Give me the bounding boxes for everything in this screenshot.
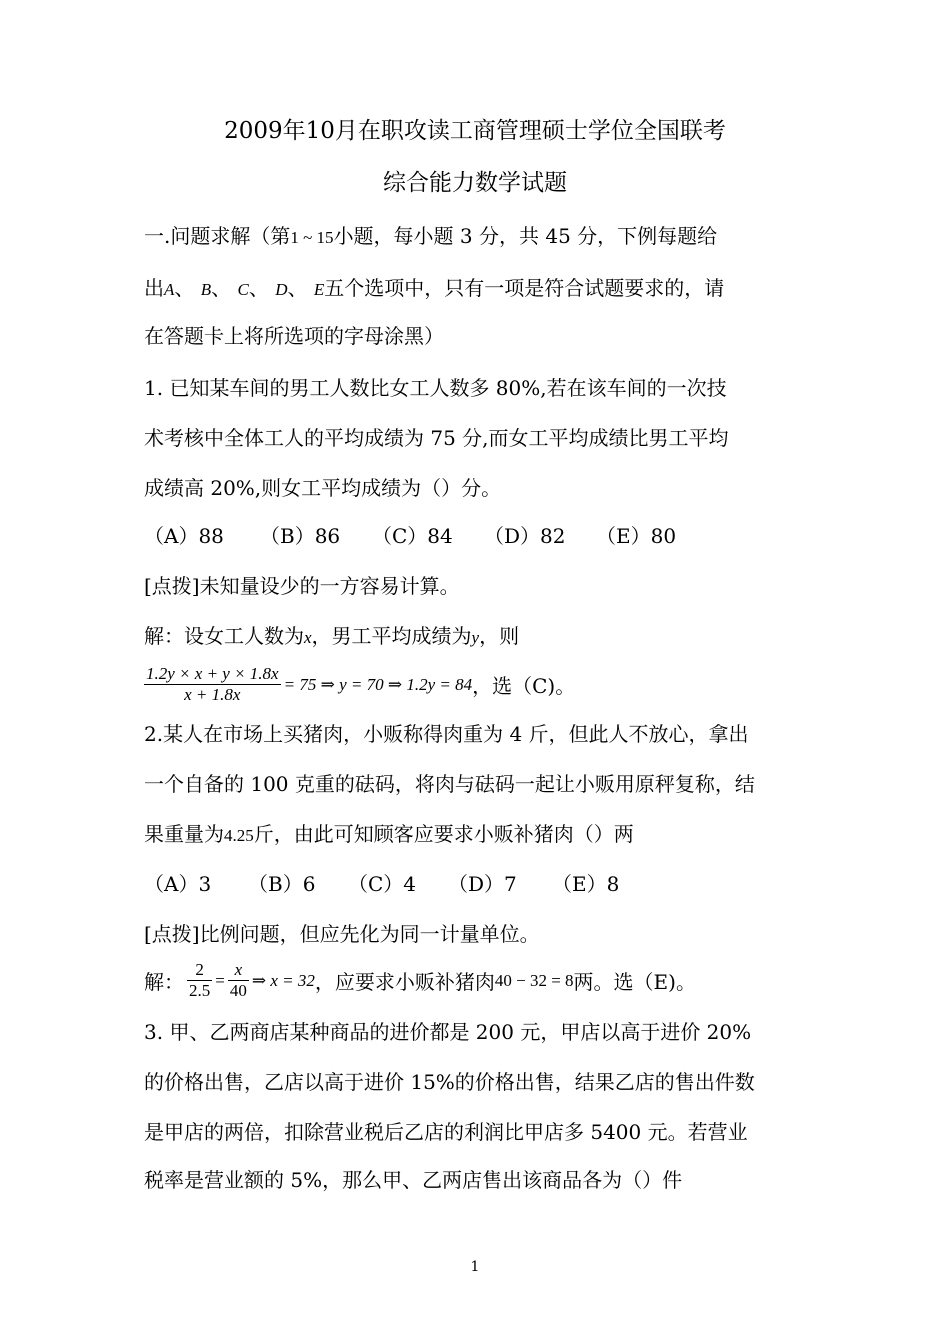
q2-fraction-1 bbox=[187, 960, 212, 1001]
q2-options bbox=[144, 870, 619, 898]
q2-text-line2: 一个自备的 100 克重的砝码，将肉与砝码一起让小贩用原秤复称，结 bbox=[144, 772, 755, 796]
section-intro-text: 出 bbox=[144, 276, 164, 300]
separator: 、 bbox=[174, 276, 195, 300]
equals-sign: = bbox=[215, 970, 225, 990]
q2-fraction-2 bbox=[228, 960, 249, 1001]
document-title: 2009年10月在职攻读工商管理硕士学位全国联考 bbox=[224, 118, 726, 144]
separator: 、 bbox=[211, 276, 232, 300]
q2-fraction-2-numerator: x bbox=[228, 960, 249, 981]
q1-hint: [点拨]未知量设少的一方容易计算。 bbox=[144, 574, 460, 598]
variable-y: y bbox=[471, 628, 480, 647]
q1-fraction-denominator: x + 1.8x bbox=[184, 685, 241, 704]
q2-option-b: （B）6 bbox=[248, 872, 316, 896]
q2-text-line3 bbox=[144, 820, 634, 850]
q2-calculation: 40 − 32 = 8 bbox=[494, 970, 574, 990]
q2-fraction-1-denominator: 2.5 bbox=[189, 981, 211, 1000]
q1-text-line1: 1. 已知某车间的男工人数比女工人数多 80%,若在该车间的一次技 bbox=[144, 376, 727, 400]
q2-weight-value: 4.25 bbox=[224, 826, 254, 845]
q1-text-line3: 成绩高 20%,则女工平均成绩为（）分。 bbox=[144, 476, 502, 500]
q2-hint: [点拨]比例问题，但应先化为同一计量单位。 bbox=[144, 922, 540, 946]
q1-option-e: （E）80 bbox=[596, 524, 677, 548]
q1-option-b: （B）86 bbox=[260, 524, 341, 548]
section-intro-text: 一.问题求解（第 bbox=[144, 224, 291, 248]
q1-solution-intro bbox=[144, 622, 519, 652]
option-letter: C bbox=[237, 280, 249, 299]
q1-solution-text: ，则 bbox=[479, 624, 520, 648]
q2-text: 斤，由此可知顾客应要求小贩补猪肉（）两 bbox=[253, 822, 634, 846]
q2-text: 果重量为 bbox=[144, 822, 224, 846]
document-subtitle: 综合能力数学试题 bbox=[383, 170, 567, 196]
variable-x: x bbox=[304, 628, 312, 647]
section-intro-line2 bbox=[144, 274, 724, 304]
q2-solution-text: 两。选（E)。 bbox=[573, 970, 696, 994]
separator: 、 bbox=[287, 276, 308, 300]
option-letter: B bbox=[200, 280, 212, 299]
q1-solution-text: ，男工平均成绩为 bbox=[311, 624, 472, 648]
q3-text-line3: 是甲店的两倍，扣除营业税后乙店的利润比甲店多 5400 元。若营业 bbox=[144, 1120, 748, 1144]
separator: 、 bbox=[248, 276, 269, 300]
q1-equation-rest: = 75 ⇒ y = 70 ⇒ 1.2y = 84 bbox=[283, 674, 473, 694]
option-letter: A bbox=[164, 280, 175, 299]
q1-equation bbox=[144, 664, 575, 705]
q1-option-a: （A）88 bbox=[144, 524, 224, 548]
page-number: 1 bbox=[470, 1259, 480, 1275]
q2-option-e: （E）8 bbox=[552, 872, 620, 896]
q3-text-line4: 税率是营业额的 5%，那么甲、乙两店售出该商品各为（）件 bbox=[144, 1168, 683, 1192]
q2-equation-mid: ⇒ x = 32 bbox=[251, 970, 315, 990]
q2-solution bbox=[144, 960, 696, 1001]
section-intro-text: 五个选项中，只有一项是符合试题要求的，请 bbox=[324, 276, 725, 300]
q2-solution-text: ，应要求小贩补猪肉 bbox=[314, 970, 495, 994]
q2-text-line1: 2.某人在市场上买猪肉，小贩称得肉重为 4 斤，但此人不放心，拿出 bbox=[144, 722, 749, 746]
q1-option-c: （C）84 bbox=[372, 524, 453, 548]
section-intro-text: 小题，每小题 3 分，共 45 分，下例每题给 bbox=[333, 224, 718, 248]
q1-fraction-numerator: 1.2y × x + y × 1.8x bbox=[146, 664, 279, 683]
q3-text-line1: 3. 甲、乙两商店某种商品的进价都是 200 元，甲店以高于进价 20% bbox=[144, 1020, 752, 1044]
q2-solution-text: 解： bbox=[144, 970, 184, 994]
section-intro-line3: 在答题卡上将所选项的字母涂黑） bbox=[144, 324, 444, 348]
q1-text-line2: 术考核中全体工人的平均成绩为 75 分,而女工平均成绩比男工平均 bbox=[144, 426, 729, 450]
option-letter: E bbox=[313, 280, 325, 299]
q2-option-d: （D）7 bbox=[448, 872, 517, 896]
option-letter: D bbox=[275, 280, 288, 299]
q1-equation-tail: ，选（C)。 bbox=[472, 674, 576, 698]
section-range: 1 ~ 15 bbox=[290, 228, 334, 247]
q2-fraction-2-denominator: 40 bbox=[229, 981, 247, 1000]
q1-option-d: （D）82 bbox=[484, 524, 566, 548]
q2-option-c: （C）4 bbox=[348, 872, 417, 896]
q3-text-line2: 的价格出售，乙店以高于进价 15%的价格出售，结果乙店的售出件数 bbox=[144, 1070, 755, 1094]
section-intro-line1 bbox=[144, 222, 717, 252]
q1-fraction bbox=[144, 664, 281, 705]
q1-solution-text: 解：设女工人数为 bbox=[144, 624, 304, 648]
q2-fraction-1-numerator: 2 bbox=[187, 960, 212, 981]
q2-option-a: （A）3 bbox=[144, 872, 212, 896]
q1-options bbox=[144, 522, 676, 550]
